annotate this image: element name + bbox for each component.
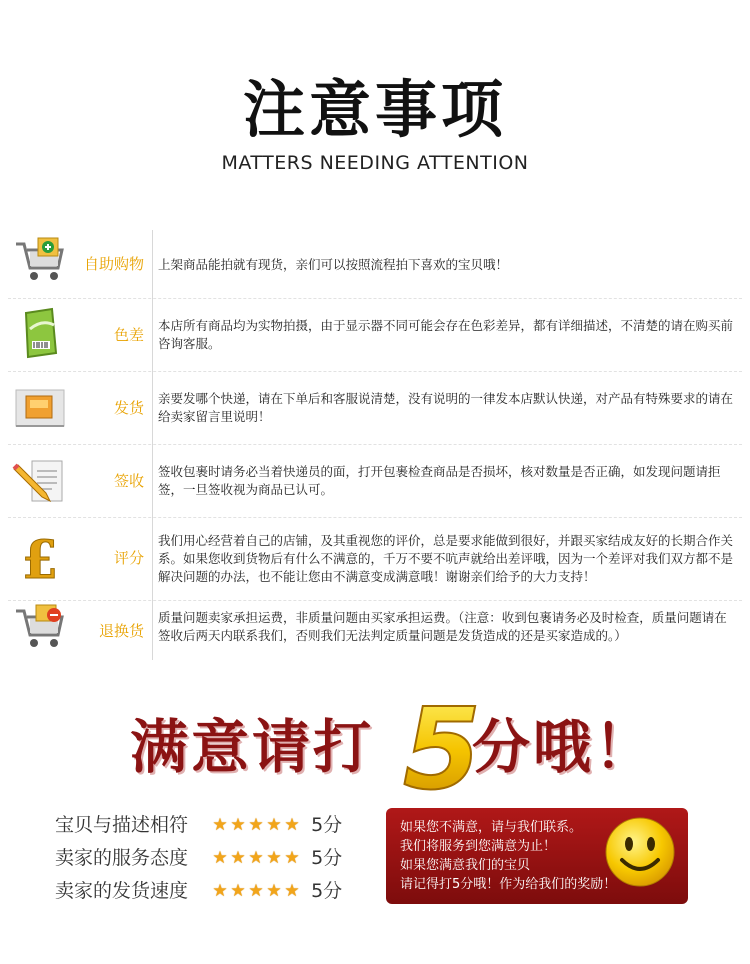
star-icon: ★ (266, 815, 282, 835)
notice-label: 色差 (113, 326, 144, 344)
rating-headline-end: 分哦！ (472, 713, 656, 781)
score-label: 卖家的服务态度 (55, 846, 189, 869)
score-row-shipping-speed (55, 874, 342, 907)
cart-return-icon (12, 601, 68, 657)
notice-row-return (8, 601, 742, 661)
big-five-icon (394, 690, 490, 800)
star-icon: ★ (284, 848, 300, 868)
big-five-digit: 5 (403, 690, 481, 800)
score-row-description (55, 808, 342, 841)
star-icon: ★ (266, 881, 282, 901)
score-label: 卖家的发货速度 (55, 879, 189, 902)
star-icon: ★ (266, 848, 282, 868)
star-icon: ★ (230, 815, 246, 835)
star-icon: ★ (248, 848, 264, 868)
star-icon: ★ (284, 815, 300, 835)
pound-sign-icon (12, 530, 68, 586)
rating-banner (0, 690, 750, 800)
score-value: 5分 (311, 813, 343, 836)
star-icon: ★ (248, 881, 264, 901)
score-value: 5分 (311, 846, 343, 869)
notice-list (8, 226, 742, 661)
shopping-cart-icon (12, 232, 68, 288)
star-icon: ★ (212, 881, 228, 901)
delivery-truck-icon (12, 380, 68, 436)
score-list (55, 808, 342, 907)
color-tag-icon (12, 305, 68, 361)
contact-line: 如果您满意我们的宝贝 (400, 858, 531, 873)
notice-row-color (8, 299, 742, 372)
star-rating (211, 874, 301, 908)
smiley-face-icon (602, 814, 678, 890)
score-value: 5分 (311, 879, 343, 902)
notice-text: 上架商品能拍就有现货，亲们可以按照流程拍下喜欢的宝贝哦！ (158, 257, 509, 272)
star-icon: ★ (284, 881, 300, 901)
contact-line: 请记得打5分哦！作为给我们的奖励！ (400, 877, 617, 892)
svg-text:£: £ (21, 530, 59, 586)
notice-label: 签收 (113, 472, 144, 490)
contact-line: 如果您不满意，请与我们联系。 (400, 820, 583, 835)
star-rating (211, 841, 301, 875)
notice-row-evaluation (8, 518, 742, 601)
star-icon: ★ (212, 848, 228, 868)
notice-text: 本店所有商品均为实物拍摄，由于显示器不同可能会存在色彩差异，都有详细描述，不清楚的请在购买前咨询客服。 (158, 318, 734, 351)
notice-label: 自助购物 (83, 255, 144, 273)
notice-text: 我们用心经营着自己的店铺，及其重视您的评价，总是要求能做到很好，并跟买家结成友好的长期合作关系。如果您收到货物后有什么不满意的，千万不要不吭声就给出差评哦，因为一个差评对我们双方都不是解决问题的办法，也不能让您由不满意变成满意哦！谢谢亲们给予的大力支持！ (158, 533, 734, 584)
page-title: 注意事项 (242, 73, 507, 146)
star-icon: ★ (248, 815, 264, 835)
notice-label: 评分 (113, 549, 144, 567)
star-icon: ★ (212, 815, 228, 835)
contact-message (400, 818, 617, 894)
notice-row-shopping (8, 226, 742, 299)
notice-row-signing (8, 445, 742, 518)
contact-box (386, 808, 688, 904)
rating-headline-start: 满意请打 (130, 713, 375, 781)
notice-label: 退换货 (98, 622, 144, 640)
contact-line: 我们将服务到您满意为止！ (400, 839, 557, 854)
score-label: 宝贝与描述相符 (55, 813, 189, 836)
notice-row-shipping (8, 372, 742, 445)
score-row-service (55, 841, 342, 874)
pencil-document-icon (12, 453, 68, 509)
notice-text: 签收包裹时请务必当着快递员的面，打开包裹检查商品是否损坏，核对数量是否正确，如发现问题请拒签，一旦签收视为商品已认可。 (158, 464, 721, 497)
notice-label: 发货 (113, 399, 144, 417)
star-rating (211, 808, 301, 842)
star-icon: ★ (230, 848, 246, 868)
notice-text: 质量问题卖家承担运费，非质量问题由买家承担运费。（注意：收到包裹请务必及时检查，质量问题请在签收后两天内联系我们，否则我们无法判定质量问题是发货造成的还是买家造成的。） (158, 610, 727, 643)
notice-text: 亲要发哪个快递，请在下单后和客服说清楚，没有说明的一律发本店默认快递，对产品有特殊要求的请在给卖家留言里说明！ (158, 391, 734, 424)
page-subtitle: MATTERS NEEDING ATTENTION (221, 152, 529, 174)
star-icon: ★ (230, 881, 246, 901)
